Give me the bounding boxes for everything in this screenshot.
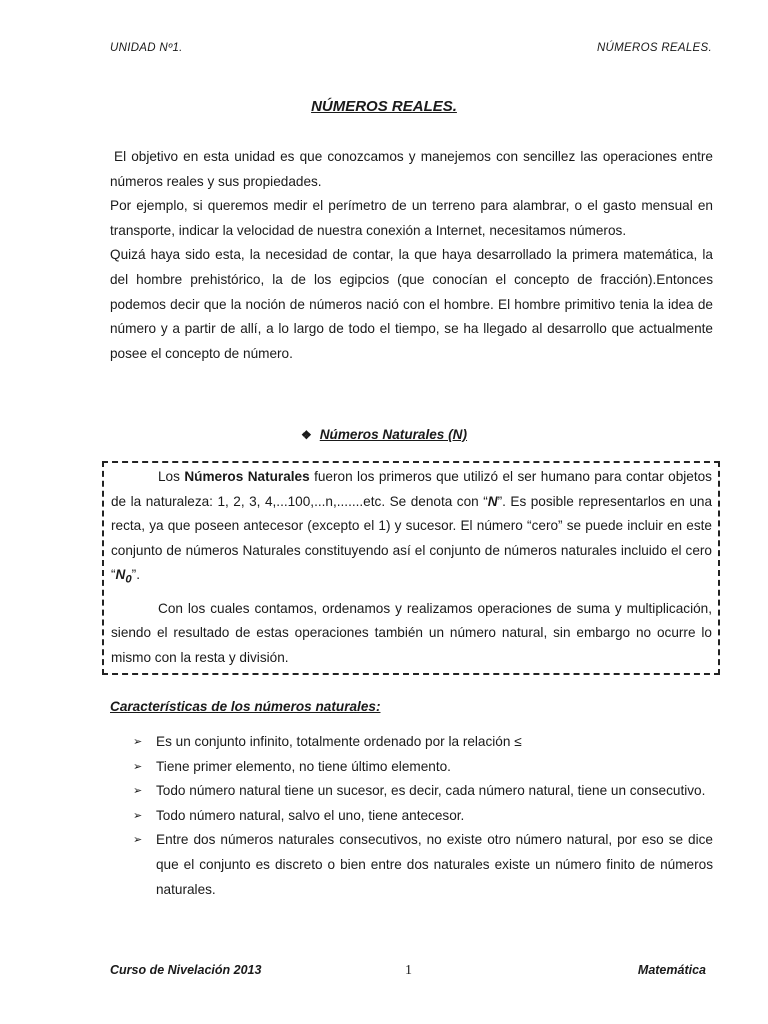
box-paragraph-1 bbox=[111, 465, 712, 593]
arrow-bullet-icon: ➢ bbox=[133, 785, 143, 798]
list-item bbox=[133, 755, 713, 780]
box-text: ”. Es posible representarlos en una recta, ya que poseen antecesor (excepto el 1) y sucesor. El número “cero” se puede incluir en este conjunto de números Naturales constituyendo así el conjunto de números naturales incluido el cero “ bbox=[111, 493, 713, 583]
list-item bbox=[133, 730, 713, 755]
symbol-n0-base: N bbox=[115, 567, 126, 583]
footer-subject: Matemática bbox=[637, 963, 706, 977]
symbol-n0 bbox=[115, 567, 132, 587]
intro-paragraph-1: El objetivo en esta unidad es que conozcamos y manejemos con sencillez las operaciones entre números reales y sus propiedades. bbox=[110, 149, 713, 189]
intro-paragraph-3: Quizá haya sido esta, la necesidad de contar, la que haya desarrollado la primera matemática, la del hombre prehistórico, la de los egipcios (que conocían el concepto de fracción).Entonces podemos decir que la noción de números nació con el hombre. El hombre primitivo tenia la idea de número y a partir de allí, a lo largo de todo el tiempo, se ha llegado al desarrollo que actualmente posee el concepto de número. bbox=[110, 247, 713, 361]
list-item bbox=[133, 804, 713, 829]
header-topic: NÚMEROS REALES. bbox=[596, 42, 712, 54]
box-text: ”. bbox=[131, 567, 140, 583]
box-paragraph-2: Con los cuales contamos, ordenamos y realizamos operaciones de suma y multiplicación, siendo el resultado de estas operaciones también un número natural, sin embargo no ocurre lo mismo con la resta y división. bbox=[111, 600, 712, 665]
characteristics-heading: Características de los números naturales: bbox=[110, 699, 381, 714]
intro-section bbox=[110, 145, 713, 366]
footer-course: Curso de Nivelación 2013 bbox=[110, 963, 262, 977]
bold-term: Números Naturales bbox=[184, 469, 310, 484]
symbol-n: N bbox=[487, 493, 498, 509]
section-heading-text: Números Naturales (N) bbox=[319, 427, 468, 442]
page-title: NÚMEROS REALES. bbox=[311, 98, 457, 115]
box-text: Los bbox=[158, 469, 185, 484]
arrow-bullet-icon: ➢ bbox=[133, 834, 143, 847]
box-text: fueron los primeros que utilizó el ser humano para contar objetos de la naturaleza: 1, 2, 3, 4,...100,...n,.......etc. Se denota con “ bbox=[111, 469, 712, 509]
natural-numbers-box bbox=[102, 461, 720, 675]
arrow-bullet-icon: ➢ bbox=[133, 809, 143, 822]
symbol-n0-subscript: 0 bbox=[125, 574, 132, 587]
list-item bbox=[133, 828, 713, 902]
list-item-text: Es un conjunto infinito, totalmente ordenado por la relación ≤ bbox=[156, 734, 522, 749]
arrow-bullet-icon: ➢ bbox=[133, 760, 143, 773]
list-item-text: Entre dos números naturales consecutivos, no existe otro número natural, por eso se dice que el conjunto es discreto o bien entre dos naturales existe un número finito de números naturales. bbox=[156, 832, 713, 897]
page-number: 1 bbox=[405, 963, 412, 978]
list-item-text: Todo número natural, salvo el uno, tiene antecesor. bbox=[156, 807, 465, 823]
header-unit: UNIDAD Nº1. bbox=[110, 42, 183, 54]
diamond-bullet-icon: ❖ bbox=[300, 428, 312, 442]
list-item-text: Todo número natural tiene un sucesor, es decir, cada número natural, tiene un consecutivo. bbox=[156, 783, 706, 799]
list-item-text: Tiene primer elemento, no tiene último elemento. bbox=[156, 758, 451, 774]
section-heading bbox=[0, 427, 768, 442]
arrow-bullet-icon: ➢ bbox=[133, 736, 143, 748]
characteristics-list bbox=[133, 730, 713, 902]
intro-paragraph-2: Por ejemplo, si queremos medir el perímetro de un terreno para alambrar, o el gasto mensual en transporte, indicar la velocidad de nuestra conexión a Internet, necesitamos números. bbox=[110, 198, 713, 238]
list-item bbox=[133, 779, 713, 804]
